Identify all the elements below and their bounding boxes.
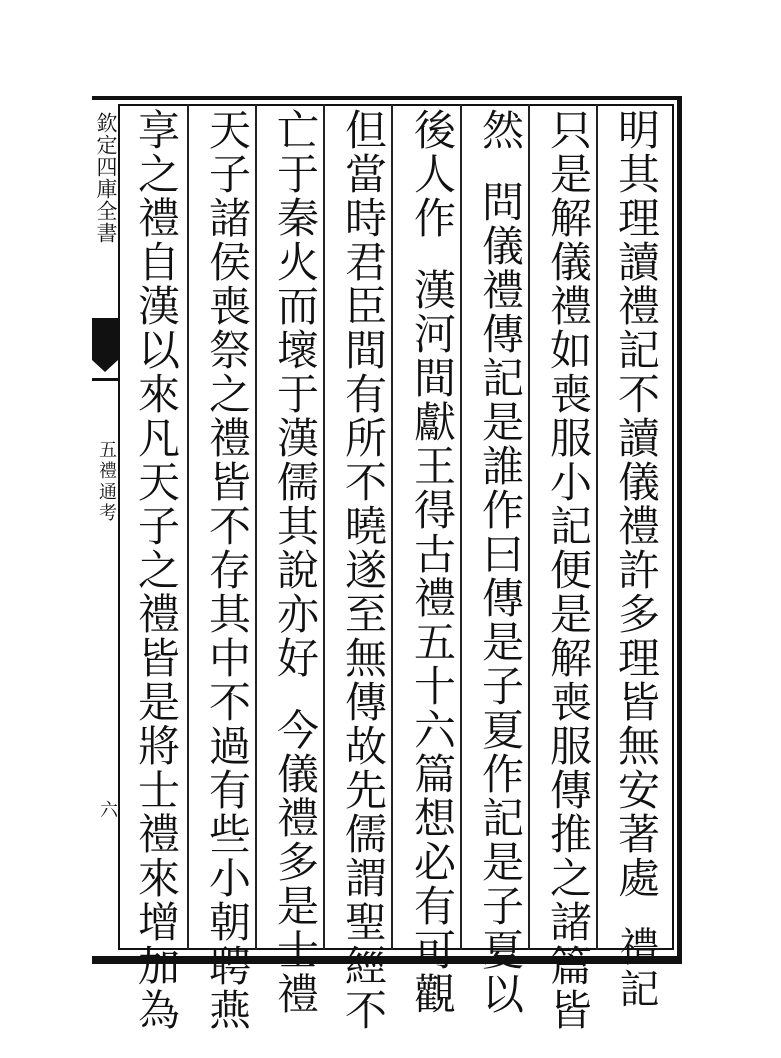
column-text: 今儀禮多是士禮 [271, 708, 320, 1016]
column-text: 後人作 [408, 108, 457, 240]
column-text: 亡于秦火而壞于漢儒其說亦好 [271, 108, 320, 680]
text-column-1 [608, 108, 664, 1010]
column-divider [391, 104, 393, 950]
text-column-8 [128, 108, 184, 1032]
column-divider [255, 104, 257, 950]
fish-tail-rule [92, 378, 118, 381]
column-text: 然 [476, 108, 525, 152]
column-divider [323, 104, 325, 950]
text-column-4 [404, 108, 460, 1016]
column-text: 天子諸侯喪祭之禮皆不存其中不過有些小朝聘燕 [203, 108, 252, 1032]
text-column-5 [335, 108, 391, 1032]
column-text: 只是解儀禮如喪服小記便是解喪服傳推之諸篇皆 [544, 108, 593, 1032]
column-text: 漢河間獻王得古禮五十六篇想必有可觀 [408, 268, 457, 1016]
column-text: 問儀禮傳記是誰作曰傳是子夏作記是子夏以 [476, 180, 525, 1016]
text-column-3 [472, 108, 528, 1016]
column-divider [187, 104, 189, 950]
text-column-2 [540, 108, 596, 1032]
text-column-7 [199, 108, 255, 1032]
column-text: 但當時君臣間有所不曉遂至無傳故先儒謂聖經不 [339, 108, 388, 1032]
column-divider [528, 104, 530, 950]
margin-collection-title: 欽定四庫全書 [94, 112, 118, 244]
margin-page-number: 六 [97, 800, 118, 818]
column-text: 明其理讀禮記不讀儀禮許多理皆無安著處 [612, 108, 661, 900]
column-note: 禮記 [613, 926, 659, 1010]
margin-book-title: 五禮通考 [96, 440, 117, 524]
column-divider [460, 104, 462, 950]
column-divider [596, 104, 598, 950]
column-text: 享之禮自漢以來凡天子之禮皆是將士禮來增加為 [132, 108, 181, 1032]
text-column-6 [267, 108, 323, 1016]
fish-tail-mark [92, 318, 118, 360]
